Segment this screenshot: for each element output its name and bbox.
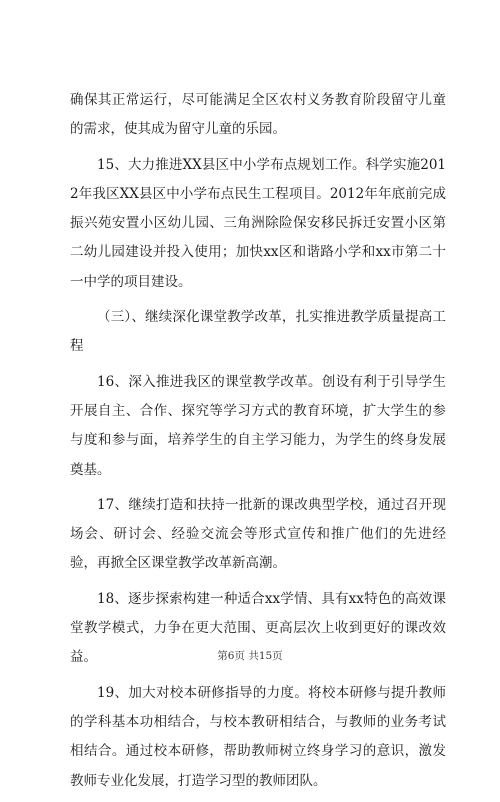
paragraph-item-18: 18、逐步探索构建一种适合xx学情、具有xx特色的高效课堂教学模式，力争在更大范围、更高层次上收到更好的课改效益。 bbox=[70, 590, 446, 666]
paragraph-item-15: 15、大力推进XX县区中小学布点规划工作。科学实施2012年我区XX县区中小学布点民生工程项目。2012年年底前完成振兴苑安置小区幼儿园、三角洲除险保安移民拆迁安置小区第二幼儿园建设并投入使用；加快xx区和谐路小学和xx市第二十一中学的项目建设。 bbox=[70, 156, 446, 290]
paragraph-item-16: 16、深入推进我区的课堂教学改革。创设有利于引导学生开展自主、合作、探究等学习方式的教育环境，扩大学生的参与度和参与面，培养学生的自主学习能力，为学生的终身发展奠基。 bbox=[70, 373, 446, 478]
document-body bbox=[70, 86, 446, 802]
paragraph-item-17: 17、继续打造和扶持一批新的课改典型学校，通过召开现场会、研讨会、经验交流会等形式宣传和推广他们的先进经验，再掀全区课堂教学改革新高潮。 bbox=[70, 496, 446, 572]
section-heading-3: （三）、继续深化课堂教学改革，扎实推进教学质量提高工程 bbox=[70, 309, 446, 355]
page-footer: 第6页 共15页 bbox=[217, 650, 283, 662]
paragraph-item-19: 19、加大对校本研修指导的力度。将校本研修与提升教师的学科基本功相结合，与校本教研相结合，与教师的业务考试相结合。通过校本研修，帮助教师树立终身学习的意识，激发教师专业化发展，打造学习型的教师团队。 bbox=[70, 684, 446, 789]
paragraph-continuation: 确保其正常运行，尽可能满足全区农村义务教育阶段留守儿童的需求，使其成为留守儿童的乐园。 bbox=[70, 92, 446, 138]
